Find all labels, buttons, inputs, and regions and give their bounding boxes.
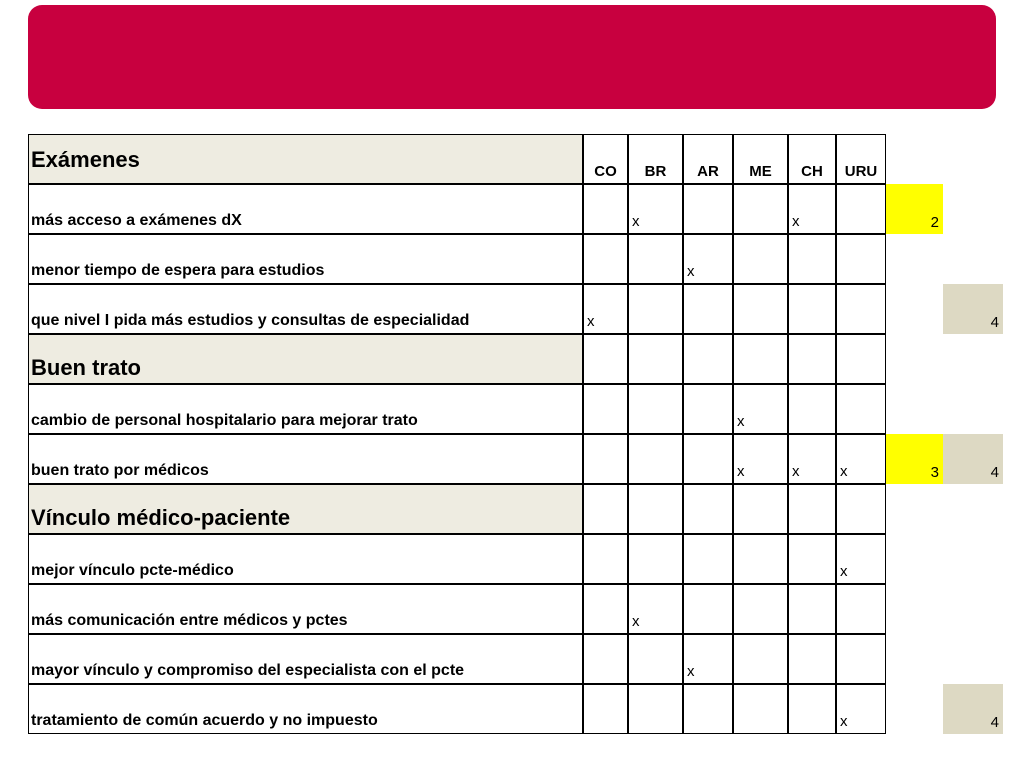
mark-cell	[733, 234, 788, 284]
mark-cell	[583, 234, 628, 284]
mark-cell: x	[836, 434, 886, 484]
mark-cell: x	[683, 234, 733, 284]
mark-cell	[583, 484, 628, 534]
row-label: que nivel I pida más estudios y consultas de especialidad	[28, 284, 583, 334]
mark-cell	[628, 284, 683, 334]
table-title: Exámenes	[28, 134, 583, 184]
mark-cell	[788, 634, 836, 684]
mark-cell	[628, 484, 683, 534]
mark-cell	[628, 334, 683, 384]
mark-cell	[733, 334, 788, 384]
mark-cell	[583, 184, 628, 234]
mark-cell: x	[788, 434, 836, 484]
row-label: menor tiempo de espera para estudios	[28, 234, 583, 284]
title-banner	[28, 5, 996, 109]
mark-cell	[836, 284, 886, 334]
column-header: URU	[836, 134, 886, 184]
row-label: tratamiento de común acuerdo y no impuesto	[28, 684, 583, 734]
mark-cell	[683, 384, 733, 434]
mark-cell	[683, 484, 733, 534]
mark-cell: x	[683, 634, 733, 684]
column-header: ME	[733, 134, 788, 184]
mark-cell: x	[628, 584, 683, 634]
score-total: 4	[943, 434, 1003, 484]
mark-cell	[683, 184, 733, 234]
row-label: más acceso a exámenes dX	[28, 184, 583, 234]
mark-cell	[788, 234, 836, 284]
section-title: Buen trato	[28, 334, 583, 384]
mark-cell	[628, 534, 683, 584]
score-count: 3	[886, 434, 943, 484]
mark-cell	[733, 284, 788, 334]
mark-cell	[683, 434, 733, 484]
mark-cell	[583, 634, 628, 684]
column-header: AR	[683, 134, 733, 184]
mark-cell: x	[583, 284, 628, 334]
mark-cell: x	[733, 434, 788, 484]
mark-cell	[788, 334, 836, 384]
mark-cell	[628, 234, 683, 284]
column-header: CH	[788, 134, 836, 184]
mark-cell	[683, 534, 733, 584]
mark-cell	[583, 434, 628, 484]
mark-cell: x	[733, 384, 788, 434]
mark-cell	[683, 684, 733, 734]
row-label: mayor vínculo y compromiso del especialista con el pcte	[28, 634, 583, 684]
mark-cell	[628, 684, 683, 734]
column-header: BR	[628, 134, 683, 184]
mark-cell: x	[836, 684, 886, 734]
mark-cell	[836, 184, 886, 234]
row-label: más comunicación entre médicos y pctes	[28, 584, 583, 634]
mark-cell: x	[836, 534, 886, 584]
mark-cell	[628, 434, 683, 484]
mark-cell	[836, 584, 886, 634]
mark-cell	[788, 484, 836, 534]
mark-cell	[836, 334, 886, 384]
mark-cell	[733, 534, 788, 584]
section-title: Vínculo médico-paciente	[28, 484, 583, 534]
mark-cell	[788, 534, 836, 584]
mark-cell	[583, 584, 628, 634]
row-label: mejor vínculo pcte-médico	[28, 534, 583, 584]
mark-cell	[583, 384, 628, 434]
mark-cell	[583, 534, 628, 584]
mark-cell	[788, 584, 836, 634]
row-label: buen trato por médicos	[28, 434, 583, 484]
mark-cell	[583, 334, 628, 384]
mark-cell	[788, 384, 836, 434]
mark-cell	[733, 584, 788, 634]
mark-cell	[733, 634, 788, 684]
mark-cell	[683, 334, 733, 384]
mark-cell: x	[788, 184, 836, 234]
mark-cell	[733, 684, 788, 734]
mark-cell	[836, 384, 886, 434]
score-total: 4	[943, 684, 1003, 734]
score-count: 2	[886, 184, 943, 234]
mark-cell	[788, 684, 836, 734]
mark-cell	[836, 484, 886, 534]
mark-cell	[628, 634, 683, 684]
mark-cell	[836, 234, 886, 284]
mark-cell: x	[628, 184, 683, 234]
mark-cell	[583, 684, 628, 734]
mark-cell	[683, 284, 733, 334]
row-label: cambio de personal hospitalario para mejorar trato	[28, 384, 583, 434]
mark-cell	[733, 484, 788, 534]
mark-cell	[628, 384, 683, 434]
column-header: CO	[583, 134, 628, 184]
mark-cell	[788, 284, 836, 334]
mark-cell	[733, 184, 788, 234]
mark-cell	[836, 634, 886, 684]
score-total: 4	[943, 284, 1003, 334]
mark-cell	[683, 584, 733, 634]
